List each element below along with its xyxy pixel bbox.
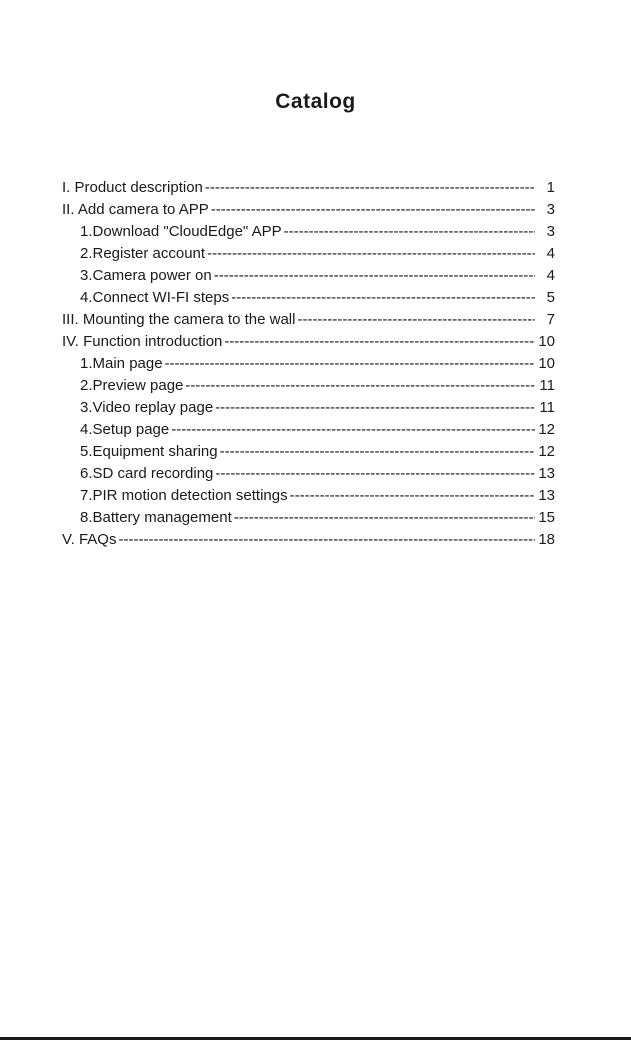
toc-entry-page: 4 xyxy=(546,245,555,262)
toc-subentry[interactable] xyxy=(62,441,555,463)
toc-entry[interactable] xyxy=(62,331,555,353)
toc-leader xyxy=(290,485,535,507)
toc-entry-page: 18 xyxy=(538,531,555,548)
toc-subentry[interactable] xyxy=(62,397,555,419)
toc-entry-page: 12 xyxy=(538,421,555,438)
toc-entry-label: V. FAQs xyxy=(62,531,117,548)
toc-entry-page: 11 xyxy=(539,399,555,416)
toc-leader xyxy=(215,397,535,419)
toc-entry-label: 3.Camera power on xyxy=(80,267,212,284)
toc-leader xyxy=(284,221,535,243)
toc-entry-label: 2.Register account xyxy=(80,245,206,262)
toc-entry-label: II. Add camera to APP xyxy=(62,201,209,218)
toc-leader xyxy=(215,463,535,485)
toc-entry-label: I. Product description xyxy=(62,179,203,196)
toc-entry-page: 4 xyxy=(546,267,555,284)
toc-subentry[interactable] xyxy=(62,375,555,397)
toc-leader xyxy=(214,265,535,287)
toc-entry[interactable] xyxy=(62,199,555,221)
toc-leader xyxy=(231,287,535,309)
toc-entry-label: IV. Function introduction xyxy=(62,333,223,350)
toc-entry-page: 5 xyxy=(546,289,555,306)
toc-entry-label: 2.Preview page xyxy=(80,377,184,394)
toc-entry[interactable] xyxy=(62,309,555,331)
toc-entry-page: 15 xyxy=(538,509,555,526)
toc-subentry[interactable] xyxy=(62,353,555,375)
toc-entry-page: 3 xyxy=(546,201,555,218)
toc-entry-page: 12 xyxy=(538,443,555,460)
toc-leader xyxy=(165,353,535,375)
toc-subentry[interactable] xyxy=(62,221,555,243)
toc-leader xyxy=(171,419,535,441)
toc-entry-page: 7 xyxy=(546,311,555,328)
toc-entry-label: 1.Main page xyxy=(80,355,163,372)
toc-entry-label: 4.Connect WI-FI steps xyxy=(80,289,230,306)
toc-leader xyxy=(224,331,535,353)
toc-entry-page: 13 xyxy=(538,465,555,482)
toc-leader xyxy=(118,529,535,551)
toc-entry-page: 10 xyxy=(538,355,555,372)
toc-entry[interactable] xyxy=(62,529,555,551)
toc-entry-label: III. Mounting the camera to the wall xyxy=(62,311,296,328)
toc-subentry[interactable] xyxy=(62,463,555,485)
toc-entry-page: 1 xyxy=(546,179,555,196)
toc-leader xyxy=(297,309,535,331)
toc-leader xyxy=(205,177,535,199)
toc-entry-label: 1.Download "CloudEdge" APP xyxy=(80,223,282,240)
toc-leader xyxy=(207,243,535,265)
toc-subentry[interactable] xyxy=(62,507,555,529)
toc-entry-page: 11 xyxy=(539,377,555,394)
toc-leader xyxy=(234,507,535,529)
toc-entry-label: 6.SD card recording xyxy=(80,465,214,482)
toc-entry-page: 3 xyxy=(546,223,555,240)
page-title: Catalog xyxy=(275,90,356,113)
toc-entry-label: 5.Equipment sharing xyxy=(80,443,218,460)
toc-entry-label: 7.PIR motion detection settings xyxy=(80,487,288,504)
toc-subentry[interactable] xyxy=(62,419,555,441)
toc-entry-page: 10 xyxy=(538,333,555,350)
toc-entry-page: 13 xyxy=(538,487,555,504)
toc-leader xyxy=(185,375,535,397)
toc-entry-label: 4.Setup page xyxy=(80,421,170,438)
toc-entry[interactable] xyxy=(62,177,555,199)
toc-leader xyxy=(220,441,535,463)
toc-leader xyxy=(211,199,535,221)
table-of-contents xyxy=(62,177,555,551)
toc-subentry[interactable] xyxy=(62,265,555,287)
toc-subentry[interactable] xyxy=(62,485,555,507)
toc-entry-label: 3.Video replay page xyxy=(80,399,214,416)
toc-subentry[interactable] xyxy=(62,287,555,309)
toc-entry-label: 8.Battery management xyxy=(80,509,232,526)
toc-subentry[interactable] xyxy=(62,243,555,265)
